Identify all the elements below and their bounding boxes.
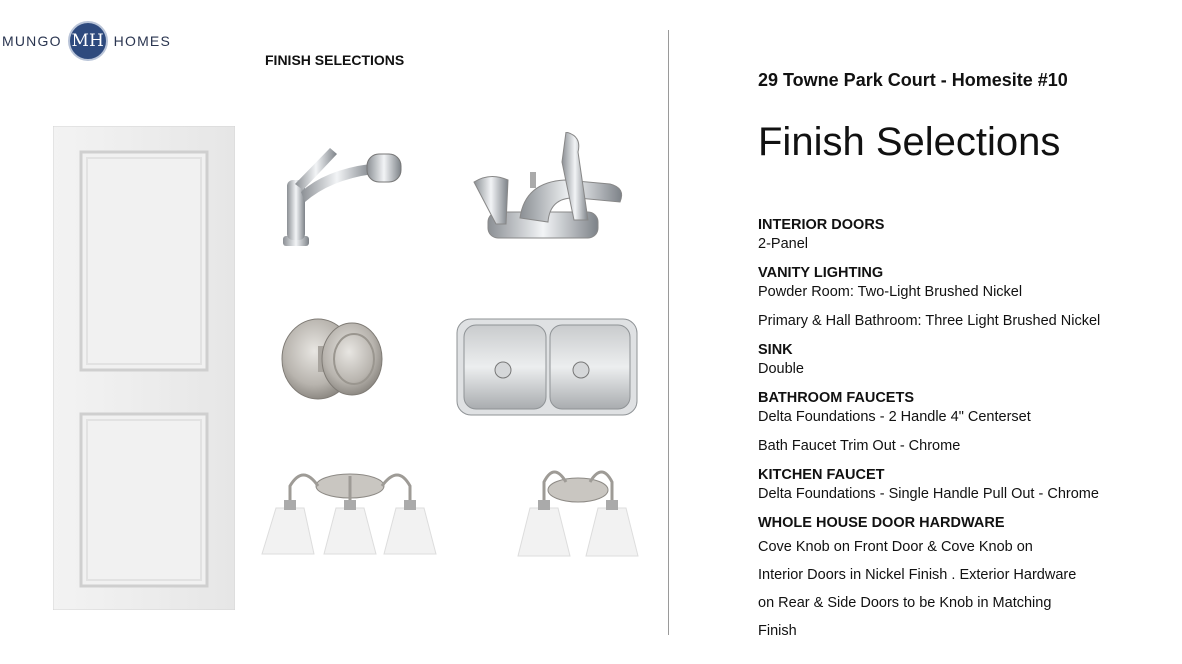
doors-heading: INTERIOR DOORS xyxy=(758,217,885,233)
doors-value: 2-Panel xyxy=(758,236,808,252)
vertical-divider xyxy=(668,30,669,635)
double-sink-image xyxy=(456,318,638,416)
bath-faucets-value-1: Delta Foundations - 2 Handle 4" Centerset xyxy=(758,409,1031,425)
sink-heading: SINK xyxy=(758,342,793,358)
spec-list xyxy=(758,216,1178,644)
hardware-line-2: Interior Doors in Nickel Finish . Exterior Hardware xyxy=(758,567,1077,583)
brand-logo xyxy=(2,18,171,64)
vanity-heading: VANITY LIGHTING xyxy=(758,265,884,281)
kitchen-faucet-heading: KITCHEN FAUCET xyxy=(758,467,885,483)
hardware-line-3: on Rear & Side Doors to be Knob in Matching xyxy=(758,595,1052,611)
left-section-title: FINISH SELECTIONS xyxy=(265,52,405,68)
bathroom-faucet-image xyxy=(470,132,630,247)
interior-door-image xyxy=(53,126,235,610)
kitchen-faucet-image xyxy=(275,140,410,252)
kitchen-faucet-value: Delta Foundations - Single Handle Pull Out - Chrome xyxy=(758,486,1099,502)
bath-faucets-value-2: Bath Faucet Trim Out - Chrome xyxy=(758,438,961,454)
brand-left: MUNGO xyxy=(2,33,62,49)
page-title: Finish Selections xyxy=(758,120,1061,164)
two-light-vanity-image xyxy=(514,462,642,558)
three-light-vanity-image xyxy=(258,462,440,558)
vanity-value-2: Primary & Hall Bathroom: Three Light Brushed Nickel xyxy=(758,313,1101,329)
brand-right: HOMES xyxy=(113,33,172,49)
hardware-heading: WHOLE HOUSE DOOR HARDWARE xyxy=(758,515,1005,531)
door-knob-image xyxy=(280,318,384,400)
vanity-value-1: Powder Room: Two-Light Brushed Nickel xyxy=(758,284,1023,300)
hardware-line-4: Finish xyxy=(758,623,797,639)
sink-value: Double xyxy=(758,361,804,377)
hardware-line-1: Cove Knob on Front Door & Cove Knob on xyxy=(758,539,1033,555)
bath-faucets-heading: BATHROOM FAUCETS xyxy=(758,390,915,406)
address-heading: 29 Towne Park Court - Homesite #10 xyxy=(758,70,1068,90)
brand-mark: MH xyxy=(68,21,108,61)
